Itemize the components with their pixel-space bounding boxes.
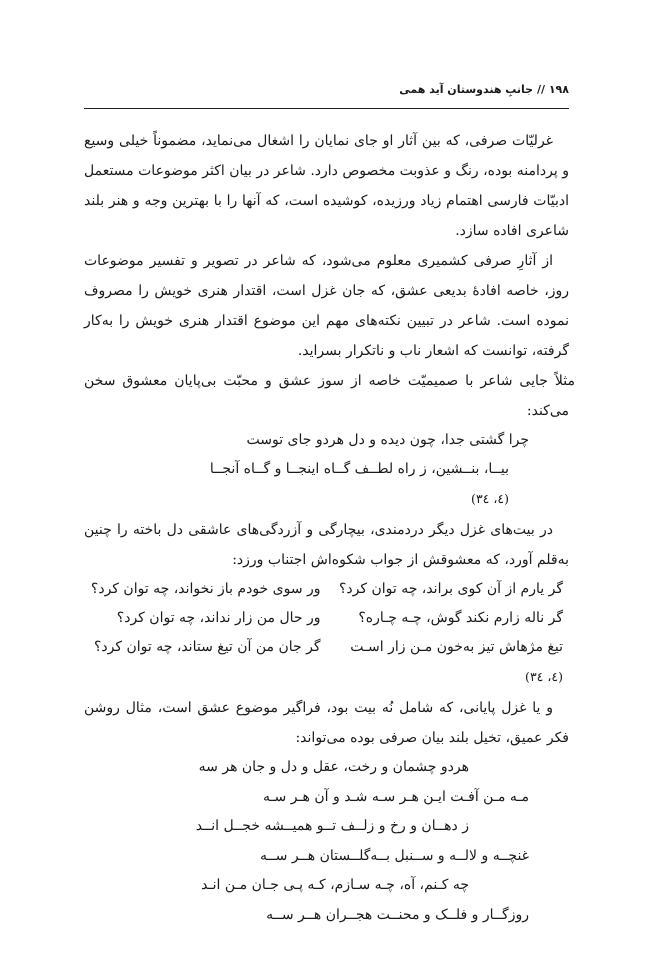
paragraph-5: و یا غزل پایانی، که شامل نُه بیت بود، فراگیر موضوع عشق است، مثال روشن فکر عمیق، تخیل بلند بیان صرفی بوده می‌تواند: bbox=[84, 700, 569, 746]
hemistich-right: گر ناله زارم نکند گوش، چـه چـاره؟ bbox=[358, 610, 563, 626]
verse-block-2 bbox=[84, 575, 569, 691]
running-header bbox=[84, 83, 569, 107]
paragraph-1: غرلیّات صرفی، که بین آثار او جای نمایان را اشغال می‌نماید، مضموناً خیلی وسیع و پردامنه بوده، رنگ و عذوبت مخصوص دارد. شاعر در بیان اکثر موضوعات مستعمل ادبیّات فارسی اهتمام زیاد ورزیده، کوشیده است، که آنها را با بهترین وجه و هنر بلند شاعری افاده سازد. bbox=[84, 133, 569, 239]
citation: (٤، ٣٤) bbox=[525, 669, 563, 684]
hemistich-left: ور حال من زار نداند، چه توان کرد؟ bbox=[116, 610, 321, 626]
couplet bbox=[84, 604, 569, 633]
couplet bbox=[84, 633, 569, 662]
header-rule bbox=[84, 108, 569, 109]
verse-line: غنچــه و لالــه و ســنبل بــه‌گلــستان هــر ســه bbox=[259, 847, 529, 864]
verse-line: مـه مـن آفـت ایـن هـر سـه شـد و آن هـر سـه bbox=[262, 788, 529, 805]
verse-line: روزگــار و فلــک و محنــت هجــران هــر ســه bbox=[266, 906, 529, 923]
hemistich-left: ور سوی خودم باز نخواند، چه توان کرد؟ bbox=[90, 581, 321, 597]
verse-block-3 bbox=[84, 753, 569, 930]
citation: (٤، ٣٤) bbox=[471, 491, 509, 506]
hemistich-right: تیغ مژهاش تیز به‌خون مـن زار اسـت bbox=[350, 639, 563, 655]
paragraph-4: در بیت‌های غزل دیگر دردمندی، بیچارگی و آزردگی‌های عاشقی دل باخته را چنین به‌قلم آورد، که معشوقش از جواب شکوه‌اش اجتناب ورزد: bbox=[84, 522, 569, 568]
hemistich-left: گر جان من آن تیغ ستاند، چه توان کرد؟ bbox=[93, 639, 321, 655]
paragraph-2: از آثارِ صرفی کشمیری معلوم می‌شود، که شاعر در تصویر و تفسیر موضوعات روز، خاصه افادهٔ بدیعی عشق، که جان غزل است، اقتدار هنری خویش را مصروف نموده است. شاعر در تبیین نکته‌های مهم این موضوع اقتدار هنری خویش را به‌کار گرفته، توانست که اشعار ناب و ناتکرار بسراید. bbox=[84, 253, 569, 359]
verse-line: ز دهــان و رخ و زلــف تــو همیــشه خجــل انــد bbox=[195, 818, 469, 834]
running-title: جانبِ هندوستان آید همی bbox=[399, 83, 534, 96]
hemistich-right: گر یارم از آن کوی براند، چه توان کرد؟ bbox=[338, 581, 563, 597]
verse-line: هردو چشمان و رخت، عقل و دل و جان هر سه bbox=[198, 759, 469, 775]
page-number: ۱۹۸ bbox=[548, 83, 569, 96]
couplet bbox=[84, 575, 569, 604]
verse-line: چرا گشتی جدا، چون دیده و دل هردو جای توست bbox=[246, 432, 529, 448]
header-separator: // bbox=[536, 83, 545, 96]
verse-line: بیــا، بنــشین، ز راه لطــف گــاه اینجــا و گــاه آنجــا bbox=[209, 461, 509, 477]
verse-block-1 bbox=[84, 426, 569, 513]
verse-line: چه کـنم، آه، چـه سـازم، کـه پـی جـان مـن انـد bbox=[201, 877, 469, 893]
paragraph-3: مثلاً جایی شاعر با صمیمیّت خاصه از سوز عشق و محبّت بی‌پایان معشوق سخن می‌کند: bbox=[84, 373, 575, 419]
page-body bbox=[84, 126, 575, 930]
